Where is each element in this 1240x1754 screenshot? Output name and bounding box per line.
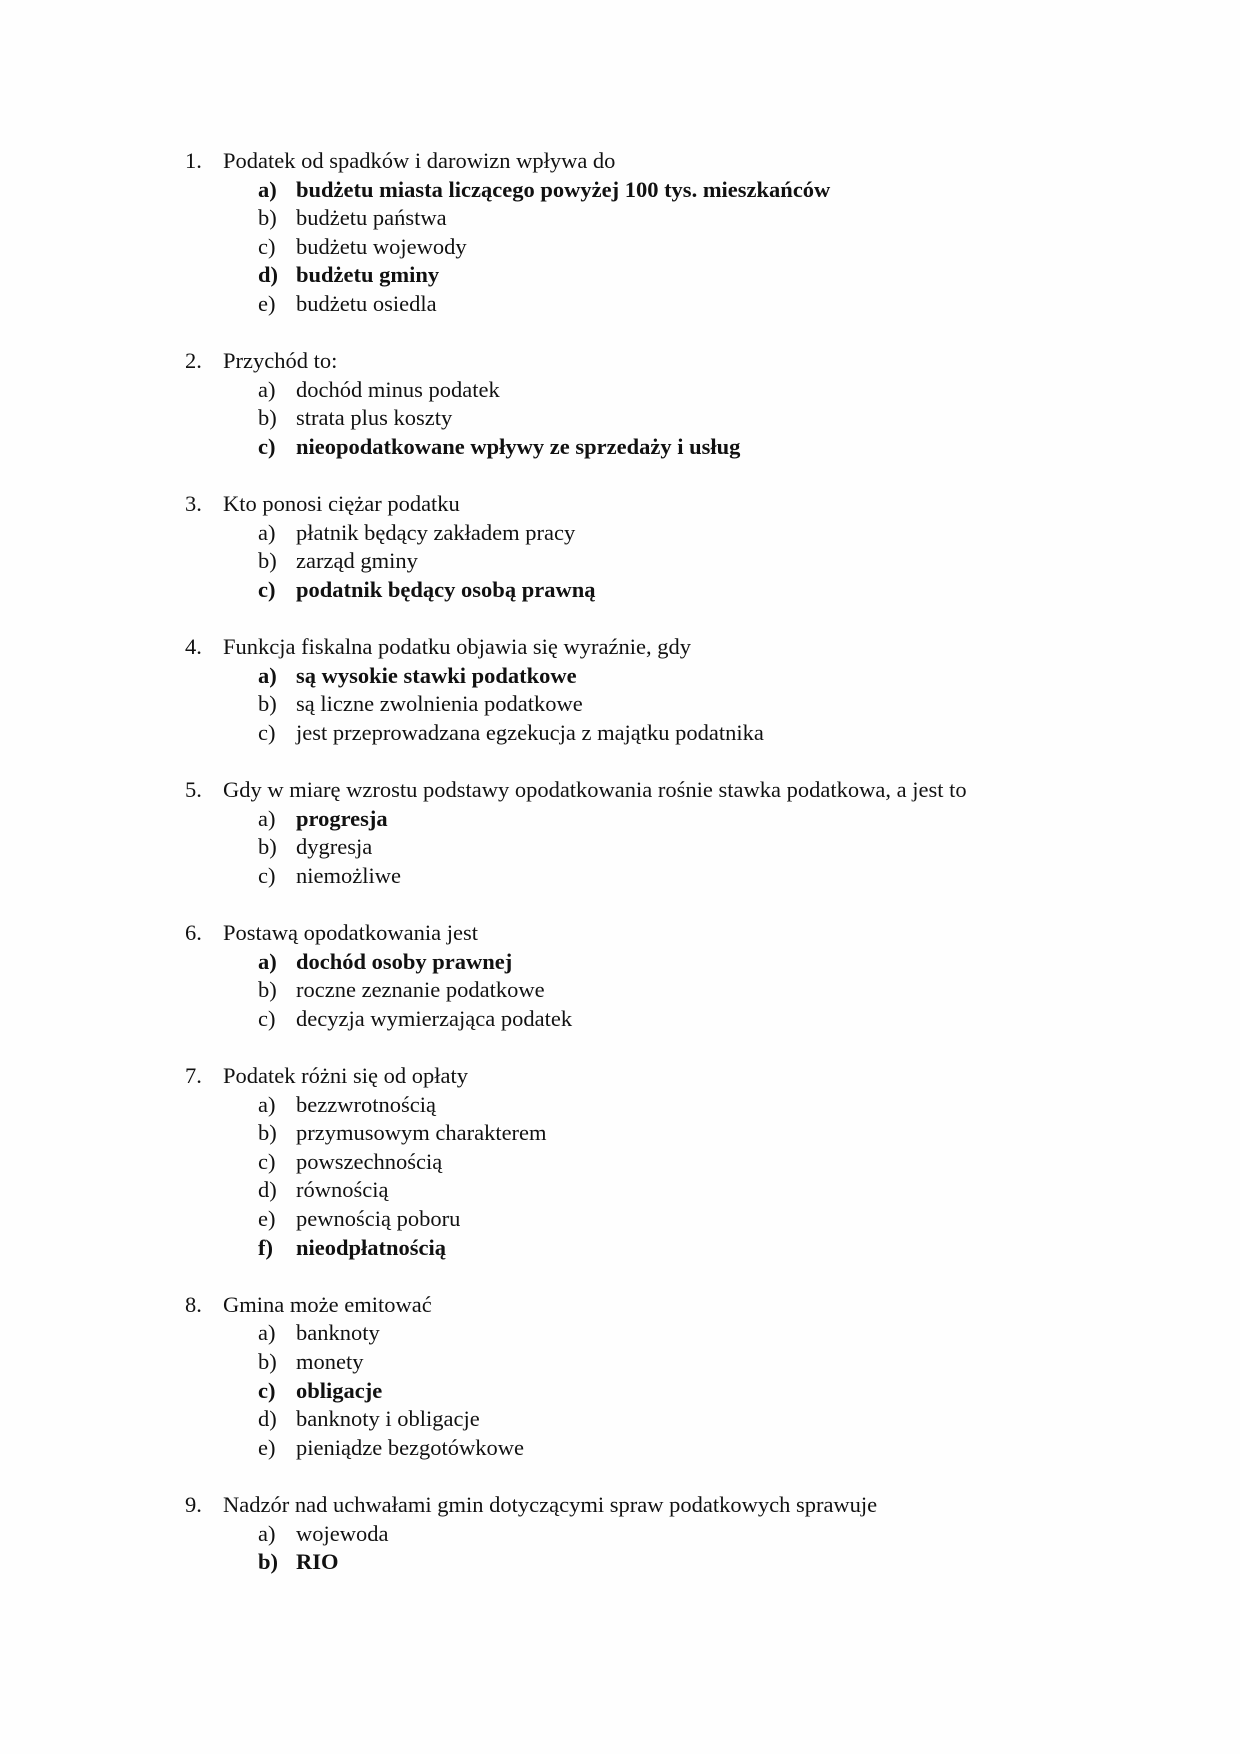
option-label: c)	[258, 1377, 276, 1403]
option-label: a)	[258, 376, 276, 402]
option-text: dochód osoby prawnej	[296, 948, 513, 974]
question-number: 2.	[185, 348, 202, 374]
question-4	[185, 633, 967, 747]
answer-option	[185, 1176, 967, 1205]
option-text: pieniądze bezgotówkowe	[296, 1434, 525, 1460]
option-label: b)	[258, 1549, 279, 1575]
question-text: Kto ponosi ciężar podatku	[223, 491, 460, 517]
option-text: banknoty i obligacje	[296, 1406, 480, 1432]
option-label: b)	[258, 1120, 277, 1146]
question-1	[185, 147, 967, 319]
answer-option	[185, 1405, 967, 1434]
answer-option-correct	[185, 805, 967, 834]
option-text: są liczne zwolnienia podatkowe	[296, 691, 583, 717]
option-label: c)	[258, 433, 276, 459]
option-label: b)	[258, 548, 277, 574]
answer-option-correct	[185, 662, 967, 691]
answer-options	[185, 176, 967, 319]
question-text: Podatek od spadków i darowizn wpływa do	[223, 148, 616, 173]
answer-option	[185, 862, 967, 891]
option-text: nieopodatkowane wpływy ze sprzedaży i usług	[296, 433, 741, 459]
option-text: nieodpłatnością	[296, 1234, 447, 1260]
question-number: 5.	[185, 777, 202, 803]
question-number: 3.	[185, 491, 202, 517]
answer-option	[185, 719, 967, 748]
option-label: d)	[258, 262, 279, 288]
question-number: 4.	[185, 634, 202, 660]
option-text: obligacje	[296, 1377, 383, 1403]
option-label: a)	[258, 519, 276, 545]
answer-option	[185, 690, 967, 719]
answer-option	[185, 1148, 967, 1177]
question-text: Postawą opodatkowania jest	[223, 920, 478, 946]
option-label: f)	[258, 1234, 273, 1260]
option-label: e)	[258, 1205, 276, 1231]
question-stem	[185, 347, 967, 376]
question-stem	[185, 919, 967, 948]
answer-option	[185, 1005, 967, 1034]
option-label: e)	[258, 1434, 276, 1460]
question-stem	[185, 1291, 967, 1320]
question-stem	[185, 633, 967, 662]
question-2	[185, 347, 967, 461]
option-label: d)	[258, 1177, 277, 1203]
option-text: progresja	[296, 805, 388, 831]
question-3	[185, 490, 967, 604]
question-stem	[185, 1062, 967, 1091]
option-text: jest przeprowadzana egzekucja z majątku podatnika	[296, 719, 764, 745]
answer-option	[185, 1348, 967, 1377]
question-stem	[185, 776, 967, 805]
answer-options	[185, 1091, 967, 1263]
question-text: Podatek różni się od opłaty	[223, 1063, 468, 1088]
question-number: 1.	[185, 148, 202, 173]
answer-options	[185, 1319, 967, 1462]
answer-option	[185, 1091, 967, 1120]
question-text: Nadzór nad uchwałami gmin dotyczącymi spraw podatkowych sprawuje	[223, 1491, 878, 1517]
answer-options	[185, 519, 967, 605]
option-text: wojewoda	[296, 1520, 389, 1546]
answer-option-correct	[185, 433, 967, 462]
option-text: są wysokie stawki podatkowe	[296, 662, 577, 688]
answer-option	[185, 290, 967, 319]
option-text: pewnością poboru	[296, 1205, 461, 1231]
option-label: c)	[258, 1148, 276, 1174]
option-text: RIO	[296, 1549, 339, 1575]
option-label: a)	[258, 662, 277, 688]
option-text: roczne zeznanie podatkowe	[296, 977, 545, 1003]
question-stem	[185, 1491, 967, 1520]
answer-option-correct	[185, 576, 967, 605]
answer-options	[185, 1520, 967, 1577]
question-stem	[185, 490, 967, 519]
option-text: budżetu państwa	[296, 205, 447, 231]
option-label: b)	[258, 205, 277, 231]
option-label: a)	[258, 1091, 276, 1117]
option-text: niemożliwe	[296, 862, 401, 888]
answer-options	[185, 662, 967, 748]
answer-option	[185, 976, 967, 1005]
answer-options	[185, 376, 967, 462]
question-5	[185, 776, 967, 890]
answer-options	[185, 805, 967, 891]
option-text: banknoty	[296, 1320, 380, 1346]
option-text: zarząd gminy	[296, 548, 418, 574]
option-label: a)	[258, 948, 277, 974]
answer-option	[185, 833, 967, 862]
question-7	[185, 1062, 967, 1262]
answer-option	[185, 404, 967, 433]
option-label: d)	[258, 1406, 277, 1432]
option-label: a)	[258, 805, 276, 831]
question-6	[185, 919, 967, 1033]
question-text: Przychód to:	[223, 348, 338, 374]
option-text: dochód minus podatek	[296, 376, 500, 402]
option-text: bezzwrotnością	[296, 1091, 436, 1117]
option-label: c)	[258, 862, 276, 888]
answer-option-correct	[185, 1377, 967, 1406]
question-9	[185, 1491, 967, 1577]
option-label: c)	[258, 233, 276, 259]
answer-option-correct	[185, 261, 967, 290]
question-number: 6.	[185, 920, 202, 946]
question-text: Gmina może emitować	[223, 1291, 432, 1317]
option-text: powszechnością	[296, 1148, 443, 1174]
question-number: 9.	[185, 1491, 202, 1517]
option-text: równością	[296, 1177, 389, 1203]
answer-option-correct	[185, 1548, 967, 1577]
option-text: płatnik będący zakładem pracy	[296, 519, 576, 545]
quiz-question-list	[185, 147, 967, 1605]
answer-option	[185, 1205, 967, 1234]
option-label: a)	[258, 1520, 276, 1546]
answer-option	[185, 519, 967, 548]
option-text: decyzja wymierzająca podatek	[296, 1005, 573, 1031]
answer-option	[185, 1319, 967, 1348]
question-stem	[185, 147, 967, 176]
question-number: 8.	[185, 1291, 202, 1317]
answer-option	[185, 1520, 967, 1549]
option-text: dygresja	[296, 834, 373, 860]
option-label: c)	[258, 719, 276, 745]
answer-option	[185, 376, 967, 405]
option-text: budżetu gminy	[296, 262, 440, 288]
question-text: Gdy w miarę wzrostu podstawy opodatkowania rośnie stawka podatkowa, a jest to	[223, 777, 967, 803]
answer-option	[185, 547, 967, 576]
question-text: Funkcja fiskalna podatku objawia się wyraźnie, gdy	[223, 634, 691, 660]
option-label: b)	[258, 1348, 277, 1374]
option-label: b)	[258, 691, 277, 717]
answer-option	[185, 1434, 967, 1463]
question-number: 7.	[185, 1063, 202, 1088]
option-text: budżetu miasta liczącego powyżej 100 tys. mieszkańców	[296, 176, 831, 202]
option-text: budżetu osiedla	[296, 290, 437, 316]
option-label: c)	[258, 1005, 276, 1031]
option-label: a)	[258, 176, 277, 202]
option-text: przymusowym charakterem	[296, 1120, 547, 1146]
answer-option	[185, 233, 967, 262]
answer-options	[185, 948, 967, 1034]
option-label: b)	[258, 834, 277, 860]
answer-option	[185, 1119, 967, 1148]
option-label: c)	[258, 576, 276, 602]
answer-option-correct	[185, 176, 967, 205]
option-text: monety	[296, 1348, 364, 1374]
question-8	[185, 1291, 967, 1463]
option-text: strata plus koszty	[296, 405, 453, 431]
option-label: a)	[258, 1320, 276, 1346]
option-label: e)	[258, 290, 276, 316]
answer-option-correct	[185, 1234, 967, 1263]
answer-option-correct	[185, 948, 967, 977]
option-label: b)	[258, 977, 277, 1003]
option-label: b)	[258, 405, 277, 431]
option-text: budżetu wojewody	[296, 233, 467, 259]
option-text: podatnik będący osobą prawną	[296, 576, 596, 602]
answer-option	[185, 204, 967, 233]
